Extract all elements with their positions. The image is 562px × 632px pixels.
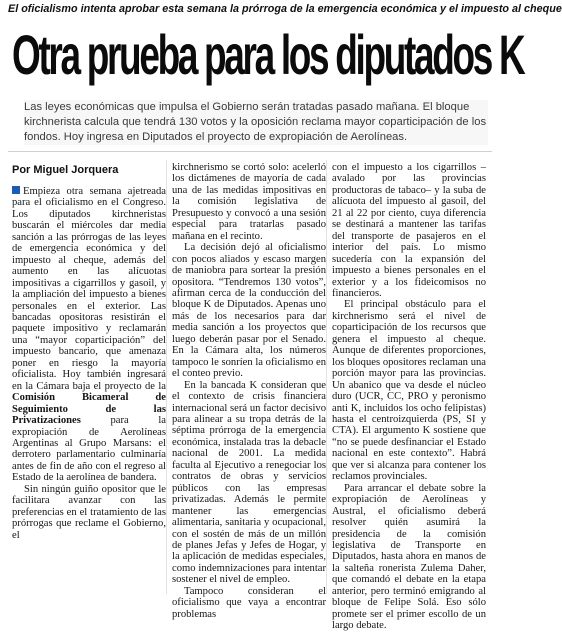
article-column-1 — [12, 186, 166, 541]
paragraph — [12, 186, 166, 484]
text-run: El principal obstáculo para el kirchnerismo será el nivel de coparticipación de los recursos que genera el impuesto al cheque. Aunque de diferentes proporciones, los bloques opositores reclaman una porción mayor para las provincias. Un abanico que va desde el núcleo duro (UCR, CC, PRO y peronismo anti K, incluidos los ocho felipistas) hasta el centroizquierda (PS, SI y CTA). El argumento K sostiene que “no se puede desfinanciar el Estado nacional en este contexto”. Habrá que ver si alcanza para contener los reclamos provinciales. — [332, 299, 486, 483]
bold-text: Comisión Bicameral de Seguimiento de las Privatizaciones — [12, 392, 166, 427]
text-run: Empieza otra semana ajetreada para el oficialismo en el Congreso. Los diputados kirchneristas buscarán el miércoles dar media sanción a las prórrogas de las leyes de emergencia económica y del impuesto al cheque, además del aumento en las alícuotas impositivas a cigarrillos y gasoil, y la ampliación del impuesto a bienes personales en el exterior. Las bancadas opositoras resistirán el paquete impositivo y reclamarán una “mayor coparticipación” del impuesto bancario, que amenaza poner en riesgo la mayoría oficialista. Hoy también ingresará en la Cámara baja el proyecto de la — [12, 186, 166, 392]
paragraph — [172, 162, 326, 242]
text-run: con el impuesto a los cigarrillos –avalado por las provincias productoras de tabaco– y la suba de alícuota del impuesto al gasoil, del 21 al 22 por ciento, cuya diferencia se destinará a mantener las tarifas del transporte de pasajeros en el interior del país. Lo mismo sucedería con la expansión del impuesto a bienes personales en el exterior y a los fideicomisos no financieros. — [332, 162, 486, 299]
square-bullet-icon — [12, 186, 20, 194]
kicker: El oficialismo intenta aprobar esta semana la prórroga de la emergencia económica y el impuesto al cheque — [8, 3, 562, 15]
deck: Las leyes económicas que impulsa el Gobierno serán tratadas pasado mañana. El bloque kirchnerista calcula que tendrá 130 votos y la oposición reclama mayor coparticipación de los fondos. Hoy ingresa en Diputados el proyecto de expropiación de Aerolíneas. — [24, 101, 487, 143]
byline: Por Miguel Jorquera — [12, 164, 119, 176]
article-column-2 — [172, 162, 326, 620]
divider — [8, 151, 492, 152]
paragraph — [12, 484, 166, 541]
column-rule — [326, 160, 327, 594]
paragraph — [172, 586, 326, 620]
paragraph — [332, 162, 486, 299]
text-run: para la expropiación de Aerolíneas Argentinas al Grupo Marsans: el derrotero parlamentario culminaría antes de fin de año con el regreso al Estado de la aerolínea de bandera. — [12, 415, 166, 484]
article-column-3 — [332, 162, 486, 632]
text-run: Tampoco consideran el oficialismo que vaya a encontrar problemas — [172, 585, 326, 620]
paragraph — [172, 380, 326, 586]
paragraph — [332, 483, 486, 632]
text-run: En la bancada K consideran que el contexto de crisis financiera internacional será un factor decisivo para alinear a su tropa detrás de la séptima prórroga de la emergencia económica, instalada tras la debacle nacional de 2001. La medida faculta al Ejecutivo a renegociar los contratos de obras y servicios públicos con las empresas privatizadas. Además le permite mantener las emergencias alimentaria, sanitaria y ocupacional, con el sostén de más de un millón de planes Jefas y Jefes de Hogar, y la aplicación de medidas especiales, como indemnizaciones para intentar sostener el nivel de empleo. — [172, 379, 326, 586]
text-run: Sin ningún guiño opositor que le facilitara avanzar con las preferencias en el tratamiento de las prórrogas que reclame el Gobierno, el — [12, 483, 166, 541]
paragraph — [172, 242, 326, 379]
headline: Otra prueba para los diputados K — [12, 23, 524, 86]
paragraph — [332, 299, 486, 482]
text-run: La decisión dejó al oficialismo con pocos aliados y escaso margen de maniobra para sortear la presión opositora. “Tendremos 130 votos”, afirman cerca de la conducción del bloque K de Diputados. Apenas uno más de los necesarios para dar media sanción a los proyectos que luego deberán pasar por el Senado. En la Cámara alta, los números tampoco le sonríen la oficialismo en el conteo previo. — [172, 242, 326, 380]
column-rule — [166, 160, 167, 594]
text-run: kirchnerismo se cortó solo: acelerló los dictámenes de mayoría de cada una de las medidas impositivas en la comisión legislativa de Presupuesto y convocó a una sesión especial para tratarlas pasado mañana en el recinto. — [172, 162, 326, 242]
text-run: Para arrancar el debate sobre la expropiación de Aerolíneas y Austral, el oficialismo deberá resolver quién asumirá la presidencia de la comisión legislativa de Transporte en Diputados, hasta ahora en manos de la salteña ronerista Zulema Daher, que comandó el debate en la etapa anterior, pero terminó emigrando al bloque de Felipe Solá. Eso sólo promete ser el primer escollo de un largo debate. — [332, 482, 486, 632]
